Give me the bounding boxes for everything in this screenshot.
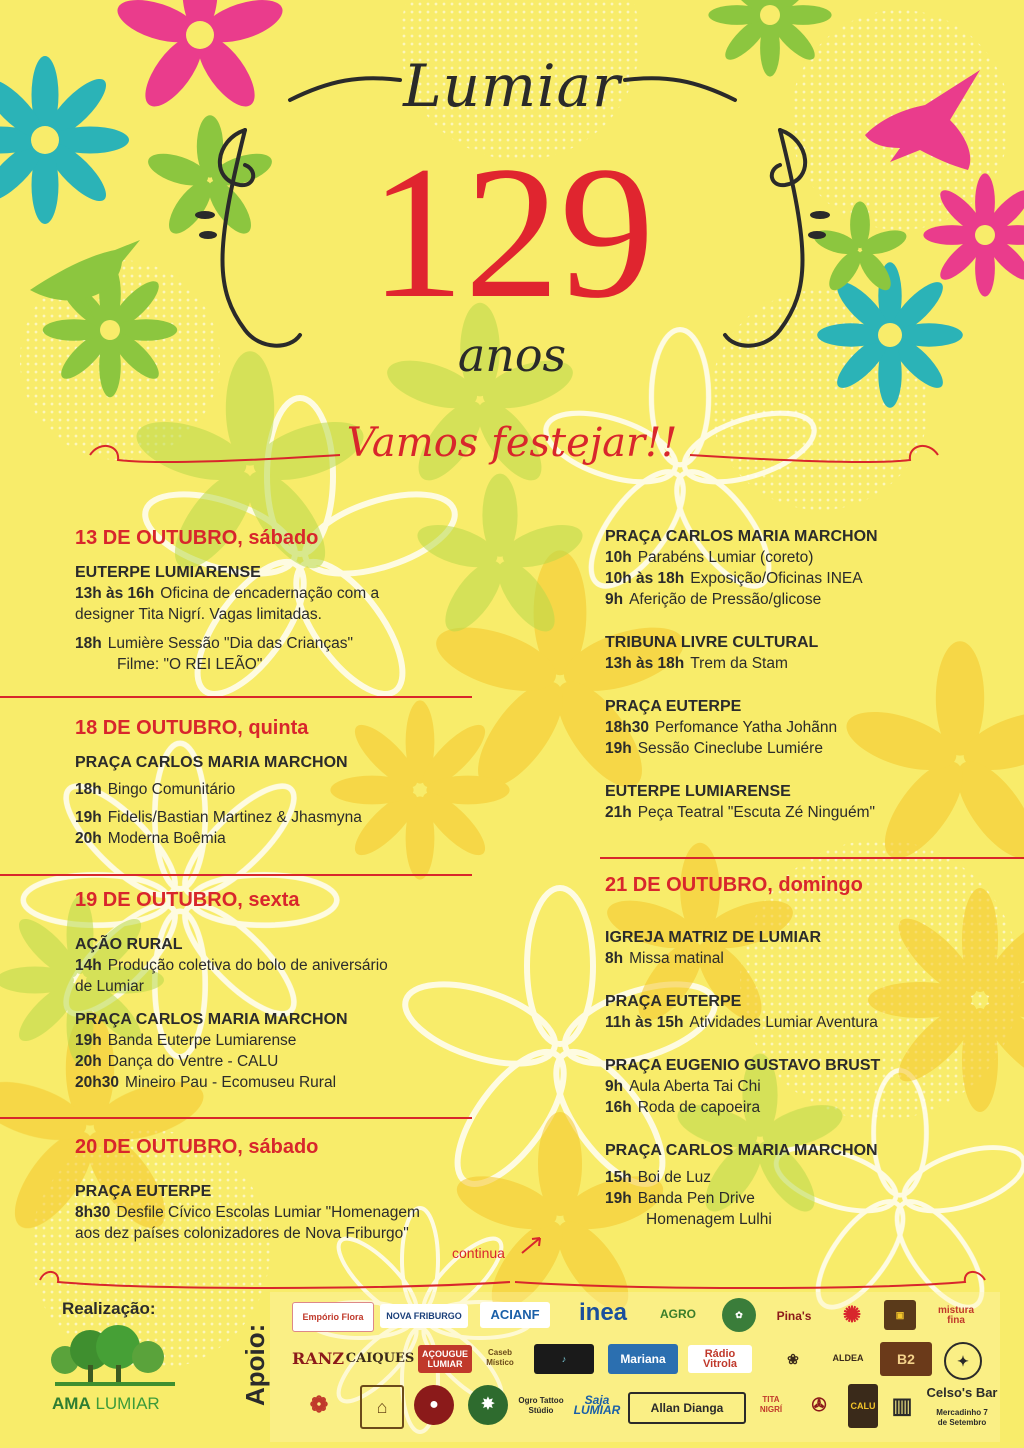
event: 19h Banda Pen Drive xyxy=(605,1190,755,1207)
event: 18h Lumière Sessão "Dia das Crianças" xyxy=(75,635,354,652)
event: 9h Aula Aberta Tai Chi xyxy=(605,1078,761,1095)
venue: PRAÇA CARLOS MARIA MARCHON xyxy=(75,1011,348,1028)
sponsor-logo: NOVA FRIBURGO xyxy=(380,1304,468,1328)
sponsor-logo: TITA NIGRÍ xyxy=(759,1395,783,1414)
event: 8h30 Desfile Cívico Escolas Lumiar "Homenagem xyxy=(75,1204,420,1221)
venue: TRIBUNA LIVRE CULTURAL xyxy=(605,634,819,651)
splash-icon: ✺ xyxy=(842,1302,862,1327)
event: 21h Peça Teatral "Escuta Zé Ninguém" xyxy=(605,804,876,821)
sponsor-logo: Pina's xyxy=(776,1309,812,1323)
venue: PRAÇA EUGENIO GUSTAVO BRUST xyxy=(605,1057,881,1074)
event: 10h Parabéns Lumiar (coreto) xyxy=(605,549,814,566)
venue: PRAÇA CARLOS MARIA MARCHON xyxy=(605,528,878,545)
venue: PRAÇA EUTERPE xyxy=(605,698,742,715)
event: 9h Aferição de Pressão/glicose xyxy=(605,591,822,608)
building-icon: ▥ xyxy=(891,1393,913,1418)
sponsor-logo: RANZ xyxy=(292,1349,345,1368)
divider xyxy=(0,874,472,876)
event: 13h às 16h Oficina de encadernação com a xyxy=(75,585,380,602)
sponsor-logo: Saja LUMIAR xyxy=(573,1393,621,1417)
sponsor-logo: B2 xyxy=(880,1342,932,1376)
day-19-title: 19 DE OUTUBRO, sexta xyxy=(75,889,300,911)
event: 10h às 18h Exposição/Oficinas INEA xyxy=(605,570,863,587)
event: 19h Fidelis/Bastian Martinez & Jhasmyna xyxy=(75,809,362,826)
cinema-icon: ✇ xyxy=(811,1395,827,1415)
house-icon: ⌂ xyxy=(360,1385,404,1429)
sponsor-logo: ALDEA xyxy=(832,1353,864,1363)
continua-label: continua xyxy=(452,1245,505,1261)
sponsor-logo: Rádio Vitrola xyxy=(688,1345,752,1373)
slogan: Vamos festejar!! xyxy=(346,420,678,466)
day-20-continued-section xyxy=(605,526,1015,823)
venue: PRAÇA EUTERPE xyxy=(75,1183,212,1200)
celsos-bar-logo: Celso's Bar Mercadinho 7 de Setembro xyxy=(926,1385,998,1427)
sponsor-logo: CALU xyxy=(848,1384,878,1428)
event: 20h Dança do Ventre - CALU xyxy=(75,1053,279,1070)
title-lumiar: Lumiar xyxy=(403,52,621,120)
event-continued: designer Tita Nigrí. Vagas limitadas. xyxy=(75,606,322,623)
event: 15h Boi de Luz xyxy=(605,1169,711,1186)
title-129: 129 xyxy=(369,128,655,338)
event: 16h Roda de capoeira xyxy=(605,1099,761,1116)
event-continued: Filme: "O REI LEÃO" xyxy=(117,656,263,673)
brain-icon: ❁ xyxy=(309,1392,329,1417)
leaf-emblem-icon: ✿ xyxy=(722,1298,756,1332)
day-20-title: 20 DE OUTUBRO, sábado xyxy=(75,1136,319,1158)
sponsor-logo: CAIQUES xyxy=(345,1351,415,1366)
event: 14h Produção coletiva do bolo de aniversário xyxy=(75,957,388,974)
sponsor-square-icon: ▣ xyxy=(884,1300,916,1330)
venue: EUTERPE LUMIARENSE xyxy=(75,564,261,581)
sponsor-dark-icon: ♪ xyxy=(534,1344,594,1374)
event-continued: aos dez países colonizadores de Nova Friburgo" xyxy=(75,1225,409,1242)
day-13-title: 13 DE OUTUBRO, sábado xyxy=(75,527,319,549)
sponsor-logo: mistura fina xyxy=(937,1305,975,1326)
event: 20h Moderna Boêmia xyxy=(75,830,226,847)
sponsor-logo: Allan Dianga xyxy=(628,1392,746,1424)
day-18-title: 18 DE OUTUBRO, quinta xyxy=(75,717,309,739)
event: 18h Bingo Comunitário xyxy=(75,781,236,798)
sponsor-logo: Caseb Místico xyxy=(486,1348,514,1367)
event: 8h Missa matinal xyxy=(605,950,724,967)
day-20-section xyxy=(75,1135,515,1244)
event: 19h Sessão Cineclube Lumiére xyxy=(605,740,823,757)
sponsor-logo: inea xyxy=(578,1299,628,1326)
day-13-section xyxy=(75,526,495,675)
sponsor-logo: Mariana xyxy=(608,1344,678,1374)
realizacao-label: Realização: xyxy=(62,1299,156,1318)
venue: EUTERPE LUMIARENSE xyxy=(605,783,791,800)
divider xyxy=(0,1117,472,1119)
ama-lumiar-logo: AMA LUMIAR xyxy=(52,1394,160,1413)
sponsor-mark-icon: ❀ xyxy=(787,1351,799,1367)
event-continued: de Lumiar xyxy=(75,978,144,995)
green-seal-icon: ✸ xyxy=(468,1385,508,1425)
venue: IGREJA MATRIZ DE LUMIAR xyxy=(605,929,821,946)
sponsor-logo: AGRO xyxy=(660,1307,696,1321)
day-21-title: 21 DE OUTUBRO, domingo xyxy=(605,874,863,896)
apoio-label: Apoio: xyxy=(240,1323,270,1406)
seal-icon: ✦ xyxy=(944,1342,982,1380)
event: 20h30 Mineiro Pau - Ecomuseu Rural xyxy=(75,1074,337,1091)
event-continued: Homenagem Lulhi xyxy=(646,1211,772,1228)
event: 11h às 15h Atividades Lumiar Aventura xyxy=(605,1014,878,1031)
venue: AÇÃO RURAL xyxy=(75,936,183,953)
sponsor-logo: ACIANF xyxy=(480,1302,550,1328)
sponsor-logo: Ogro Tattoo Stúdio xyxy=(518,1396,564,1415)
event: 19h Banda Euterpe Lumiarense xyxy=(75,1032,297,1049)
sponsor-logo: Empório Flora xyxy=(292,1302,374,1332)
day-19-section xyxy=(75,888,495,1093)
event: 13h às 18h Trem da Stam xyxy=(605,655,788,672)
badge-icon: ● xyxy=(414,1385,454,1425)
day-21-section xyxy=(605,873,1015,1230)
divider xyxy=(600,857,1024,859)
divider xyxy=(0,696,472,698)
title-anos: anos xyxy=(457,328,567,382)
sponsor-logo: AÇOUGUE LUMIAR xyxy=(418,1345,472,1373)
venue: PRAÇA CARLOS MARIA MARCHON xyxy=(75,754,348,771)
event: 18h30 Perfomance Yatha Johãnn xyxy=(605,719,838,736)
venue: PRAÇA CARLOS MARIA MARCHON xyxy=(605,1142,878,1159)
day-18-section xyxy=(75,716,495,849)
venue: PRAÇA EUTERPE xyxy=(605,993,742,1010)
